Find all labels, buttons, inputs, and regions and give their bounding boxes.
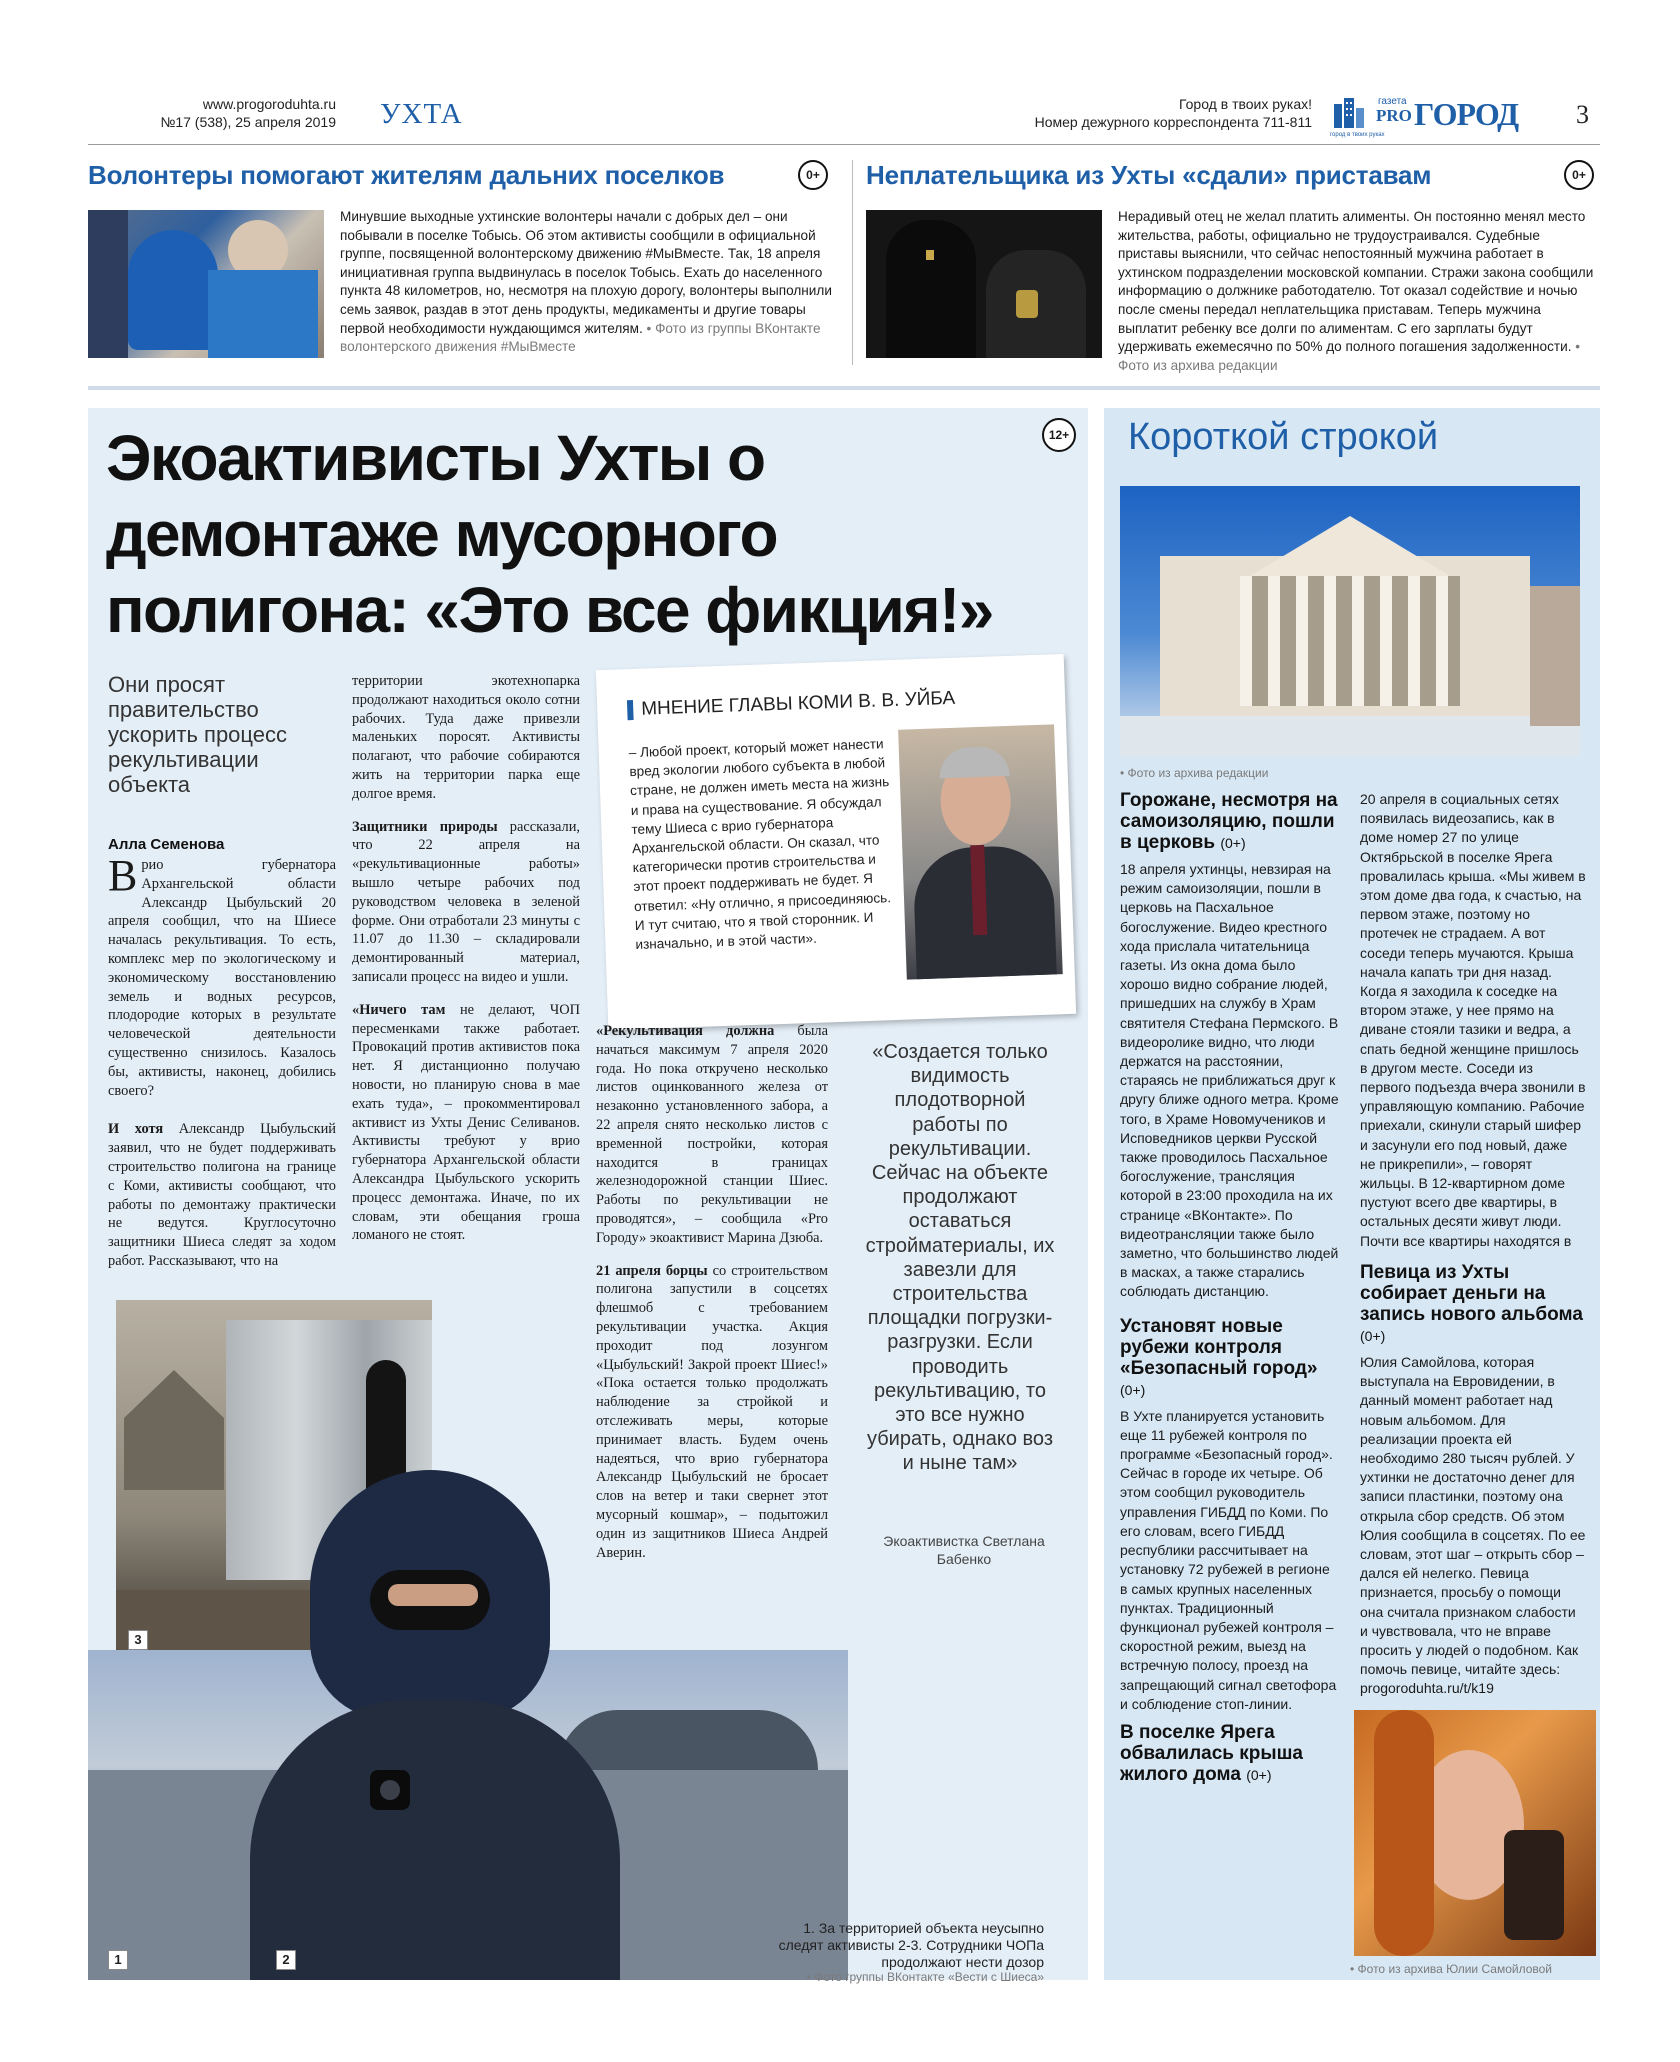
col3-lead-words: «Рекультивация должна: [596, 1023, 775, 1039]
age-rating-badge: 0+: [1564, 160, 1594, 190]
brief-body: 20 апреля в социальных сетях появилась видеозапись, как в доме номер 27 по улице Октябрьской в поселке Ярега провалилась крыша. «Мы живем в этом доме два года, к счастью, на первом этаже, поэтому но протечек не страдаем. А вот соседи теперь мучаются. Крыша начала капать три дня назад. Когда я заходила к соседке на втором этаже, у нее прямо на диване стояли тазики и ведра, а спать бедной женщине пришлось в другом месте. Соседи из первого подъезда вчера звонили в управляющую компанию. Рабочие приехали, скинули старый шифер и засунули его под новый, даже не прикрепили», – говорят жильцы. В 12-квартирном доме пустуют всего две квартиры, в остальных десяти живут люди. Почти все квартиры находятся в: [1360, 791, 1586, 1249]
logo-icon: [1330, 94, 1370, 134]
brief-body-continued: [1360, 790, 1586, 1252]
photo-credit: • Фото из архива редакции: [1120, 766, 1269, 780]
photo-caption: 1. За территорией объекта неусыпно следят активисты 2-3. Сотрудники ЧОПа продолжают нести дозор: [778, 1920, 1044, 1970]
section-name: УХТА: [380, 98, 463, 130]
brief-item-yarega: [1120, 1722, 1340, 1786]
logo-pro: PRO: [1376, 106, 1412, 125]
brief-headline-text: В поселке Ярега обвалилась крыша жилого дома: [1120, 1722, 1303, 1785]
top-left-body-text: Минувшие выходные ухтинские волонтеры начали с добрых дел – они побывали в поселке Тобысь. Об этом активисты сообщили в официальной группе, посвященной волонтерскому движению #МыВместе. Так, 18 апреля инициативная группа выдвинулась в поселок Тобысь. Ехать до населенного пункта 48 километров, но, несмотря на плохую дорогу, волонтеры выполнили семь заявок, раздав в этот день продукты, медикаменты и другие товары первой необходимости нуждающимся жителям.: [340, 209, 832, 336]
drop-cap: В: [108, 851, 138, 900]
opinion-title: [627, 688, 956, 721]
header-slogan: Город в твоих руках!: [1178, 96, 1312, 112]
col1-paragraph: Александр Цыбульский заявил, что не будет поддерживать строительство полигона на границе с Коми, активисты сообщают, что работы по демонтажу практически не ведутся. Круглосуточно защитники Шиеса следят за ходом работ. Рассказывают, что на: [108, 1121, 336, 1269]
brief-column-right: [1360, 790, 1586, 1699]
brief-headline: [1120, 1722, 1340, 1786]
logo-gorod: ГОРОД: [1414, 96, 1519, 132]
header-phone: Номер дежурного корреспондента 711-811: [1034, 114, 1312, 130]
brief-rating: (0+): [1220, 835, 1246, 851]
col3-paragraph: была начаться максимум 7 апреля 2020 года. Но пока откручено несколько листов оцинкованного железа от незаконно установленного забора, а 22 апреля снято несколько листов с временной постройки, которая находится в границах железнодорожной станции Шиес. Работы по рекультивации не проводятся», – сообщила «Pro Городу» экоактивист Марина Дзюба.: [596, 1023, 828, 1246]
col1-paragraph: рио губернатора Архангельской области Александр Цыбульский 20 апреля сообщил, что на Шиесе началась рекультивация. То есть, комплекс мер по экологическому и экономическому восстановлению земель и водных ресурсов, плодородие которых в результате человеческой деятельности существенно снизилось. Казалось бы, активисты, наконец, добились своего?: [108, 857, 336, 1099]
col2-paragraph: рассказали, что 22 апреля на «рекультивационные работы» вышло четыре рабочих под руководством человека в зеленой форме. Они отработали 23 минуты с 11.07 до 11.30 – складировали демонтированный материал, записали процесс на видео и ушли.: [352, 818, 580, 985]
top-left-body: [340, 208, 846, 357]
photo-number: 3: [128, 1630, 148, 1650]
photo-guard-face: [250, 1470, 620, 1980]
top-right-title: Неплательщика из Ухты «сдали» приставам: [866, 160, 1432, 190]
logo-small: газета: [1378, 96, 1407, 107]
brief-headline: [1120, 790, 1340, 854]
article-col2: [352, 672, 580, 1245]
article-col3: [596, 1022, 828, 1562]
opinion-bar-icon: [627, 700, 634, 720]
brief-headline: [1360, 1262, 1586, 1347]
header-issue: №17 (538), 25 апреля 2019: [160, 114, 336, 130]
col2-paragraph: не делают, ЧОП пересменками также работает. Провокаций против активистов пока нет. Я дистанционно получаю новости, но планирую снова в мае ехать туда», – прокомментировал активист из Ухты Денис Селиванов. Активисты требуют у врио губернатора Архангельской области Александра Цыбульского ускорить процесс демонтажа. Иначе, по их словам, эти обещания гроша ломаного не стоят.: [352, 1001, 580, 1244]
top-right-body: [1118, 208, 1598, 375]
photo-number: 2: [276, 1950, 296, 1970]
bailiffs-photo: [866, 210, 1102, 358]
age-rating-badge: 0+: [798, 160, 828, 190]
article-col1: [108, 851, 336, 1271]
header-site[interactable]: www.progoroduhta.ru: [202, 96, 336, 112]
photo-credit: • Фото из архива Юлии Самойловой: [1350, 1962, 1552, 1976]
section-rule: [88, 386, 1600, 390]
col1-lead-words: И хотя: [108, 1121, 164, 1138]
theater-photo: [1120, 486, 1580, 756]
opinion-text: – Любой проект, который может нанести вред экологии любого субъекта в любой стране, не должен иметь места на жизнь и права на существование. Я обсуждал тему Шиеса с врио губернатора Архангельской области. Он сказал, что категорически против строительства и этот проект поддерживать не будет. Я ответил: «Ну отлично, я присоединяюсь. И тут считаю, что я твой сторонник. И изначально, и в этой части».: [628, 736, 892, 953]
page-number: 3: [1576, 100, 1589, 129]
main-article-title: Экоактивисты Ухты о демонтаже мусорного полигона: «Это все фикция!»: [106, 422, 993, 646]
brief-body: В Ухте планируется установить еще 11 рубежей контроля по программе «Безопасный город». Сейчас в городе их четыре. Об этом сообщил руководитель управления ГИБДД по Коми. По его словам, всего ГИБДД республики рассчитывает на установку 72 рубежей в регионе в самых крупных населенных пунктах. Традиционный функционал рубежей контроля – скоростной режим, выезд на встречную полосу, проезд на запрещающий сигнал светофора и соблюдение стоп-линии.: [1120, 1407, 1337, 1712]
article-lead: Они просят правительство ускорить процесс рекультивации объекта: [108, 672, 288, 797]
singer-photo: [1354, 1710, 1596, 1956]
news-brief-title: Короткой строкой: [1128, 416, 1439, 458]
col2-paragraph: территории экотехнопарка продолжают находиться около сотни рабочих. Туда даже привезли маленьких поросят. Активисты полагают, что рабочие собираются жить на территории парка еще долгое время.: [352, 673, 580, 802]
brief-headline-text: Горожане, несмотря на самоизоляцию, пошли в церковь: [1120, 790, 1338, 853]
brief-headline: [1120, 1316, 1340, 1401]
brief-headline-text: Певица из Ухты собирает деньги на запись нового альбома: [1360, 1262, 1583, 1325]
top-left-title: Волонтеры помогают жителям дальних поселков: [88, 160, 725, 190]
opinion-card: [596, 654, 1076, 1030]
col2-lead-words: Защитники природы: [352, 818, 498, 835]
brief-column-left: [1120, 790, 1340, 1714]
uyba-portrait: [898, 724, 1063, 979]
photo-number: 1: [108, 1950, 128, 1970]
column-divider: [852, 160, 853, 365]
pull-quote: «Создается только видимость плодотворной работы по рекультивации. Сейчас на объекте продолжают оставаться стройматериалы, их завезли для строительства площадки погрузки-разгрузки. Если проводить рекультивацию, то это все нужно убирать, однако воз и ныне там»: [865, 1041, 1055, 1475]
photo-credit: • Фото из группы ВКонтакте волонтерского движения #МыВместе: [340, 320, 821, 355]
volunteers-photo: [88, 210, 324, 358]
opinion-title-text: МНЕНИЕ ГЛАВЫ КОМИ В. В. УЙБА: [640, 687, 956, 720]
quote-author: Экоактивистка Светлана Бабенко: [883, 1533, 1045, 1567]
brief-body: 18 апреля ухтинцы, невзирая на режим самоизоляции, пошли в церковь на Пасхальное богослужение. Видео крестного хода прислала читательница газеты. Из окна дома было хорошо видно собрание людей, пришедших на службу в Храм святителя Стефана Пермского. В видеоролике видно, что люди держатся на расстоянии, стараясь не приближаться друг к другу ближе одного метра. Кроме того, в Храме Новомучеников и Исповедников церкви Русской также проводилось Пасхальное богослужение, трансляция которой в 23:00 проходила на их странице «ВКонтакте». По видеотрансляции также было заметно, что большинство людей в масках, а также старались соблюдать дистанцию.: [1120, 861, 1339, 1300]
brief-body: Юлия Самойлова, которая выступала на Евровидении, в данный момент работает над новым альбомом. Для реализации проекта ей необходимо 280 тысяч рублей. У ухтинки не достаточно денег для записи пластинки, поэтому она открыла сбор средств. Об этом Юлия сообщила в соцсетях. По ее словам, этот шаг – открыть сбор – дался ей нелегко. Певица признается, просьбу о помощи она считала признаком слабости и чувствовала, что не вправе просить у людей о подобном. Как помочь певице, читайте здесь: progoroduhta.ru/t/k19: [1360, 1354, 1586, 1697]
col2-lead-words: «Ничего там: [352, 1001, 446, 1018]
photo-credit: • Фото группы ВКонтакте «Вести с Шиеса»: [806, 1970, 1044, 1984]
top-right-body-text: Нерадивый отец не желал платить алименты. Он постоянно менял место жительства, работы, официально не трудоустраивался. Судебные приставы выяснили, что сейчас непостоянный мужчина работает в ухтинском подразделении московской компании. Стражи закона сообщили информацию о должнике работодателю. Тот оказал содействие и ночью после смены передал неплательщика приставам. Теперь мужчина выплатит ребенку все долги по алиментам. С его зарплаты будут удерживать ежемесячно по 50% до полного погашения задолженности.: [1118, 209, 1594, 355]
article-author: Алла Семенова: [108, 836, 225, 853]
age-rating-badge: 12+: [1042, 418, 1076, 452]
logo-tagline: город в твоих руках: [1330, 132, 1385, 138]
brief-rating: (0+): [1120, 1381, 1146, 1398]
col3-lead-words: 21 апреля борцы: [596, 1262, 708, 1279]
col3-paragraph: со строительством полигона запустили в соцсетях флешмоб с требованием рекультивации участка. Акция проходит под лозунгом «Цыбульский! Закрой проект Шиес!» «Пока остается только продолжать наблюдение за стройкой и отслеживать меры, которые принимает власть. Будем очень надеяться, что врио губернатора Александр Цыбульский не бросает слов на ветер и таки свернет этот мусорный кошмар», – подытожил один из защитников Шиеса Андрей Аверин.: [596, 1262, 828, 1561]
brief-rating: (0+): [1360, 1328, 1386, 1344]
photo-credit: • Фото из архива редакции: [1118, 339, 1581, 373]
brief-headline-text: Установят новые рубежи контроля «Безопасный город»: [1120, 1315, 1318, 1379]
brief-rating: (0+): [1246, 1767, 1272, 1783]
logo: [1330, 92, 1560, 136]
header-rule: [88, 144, 1600, 145]
